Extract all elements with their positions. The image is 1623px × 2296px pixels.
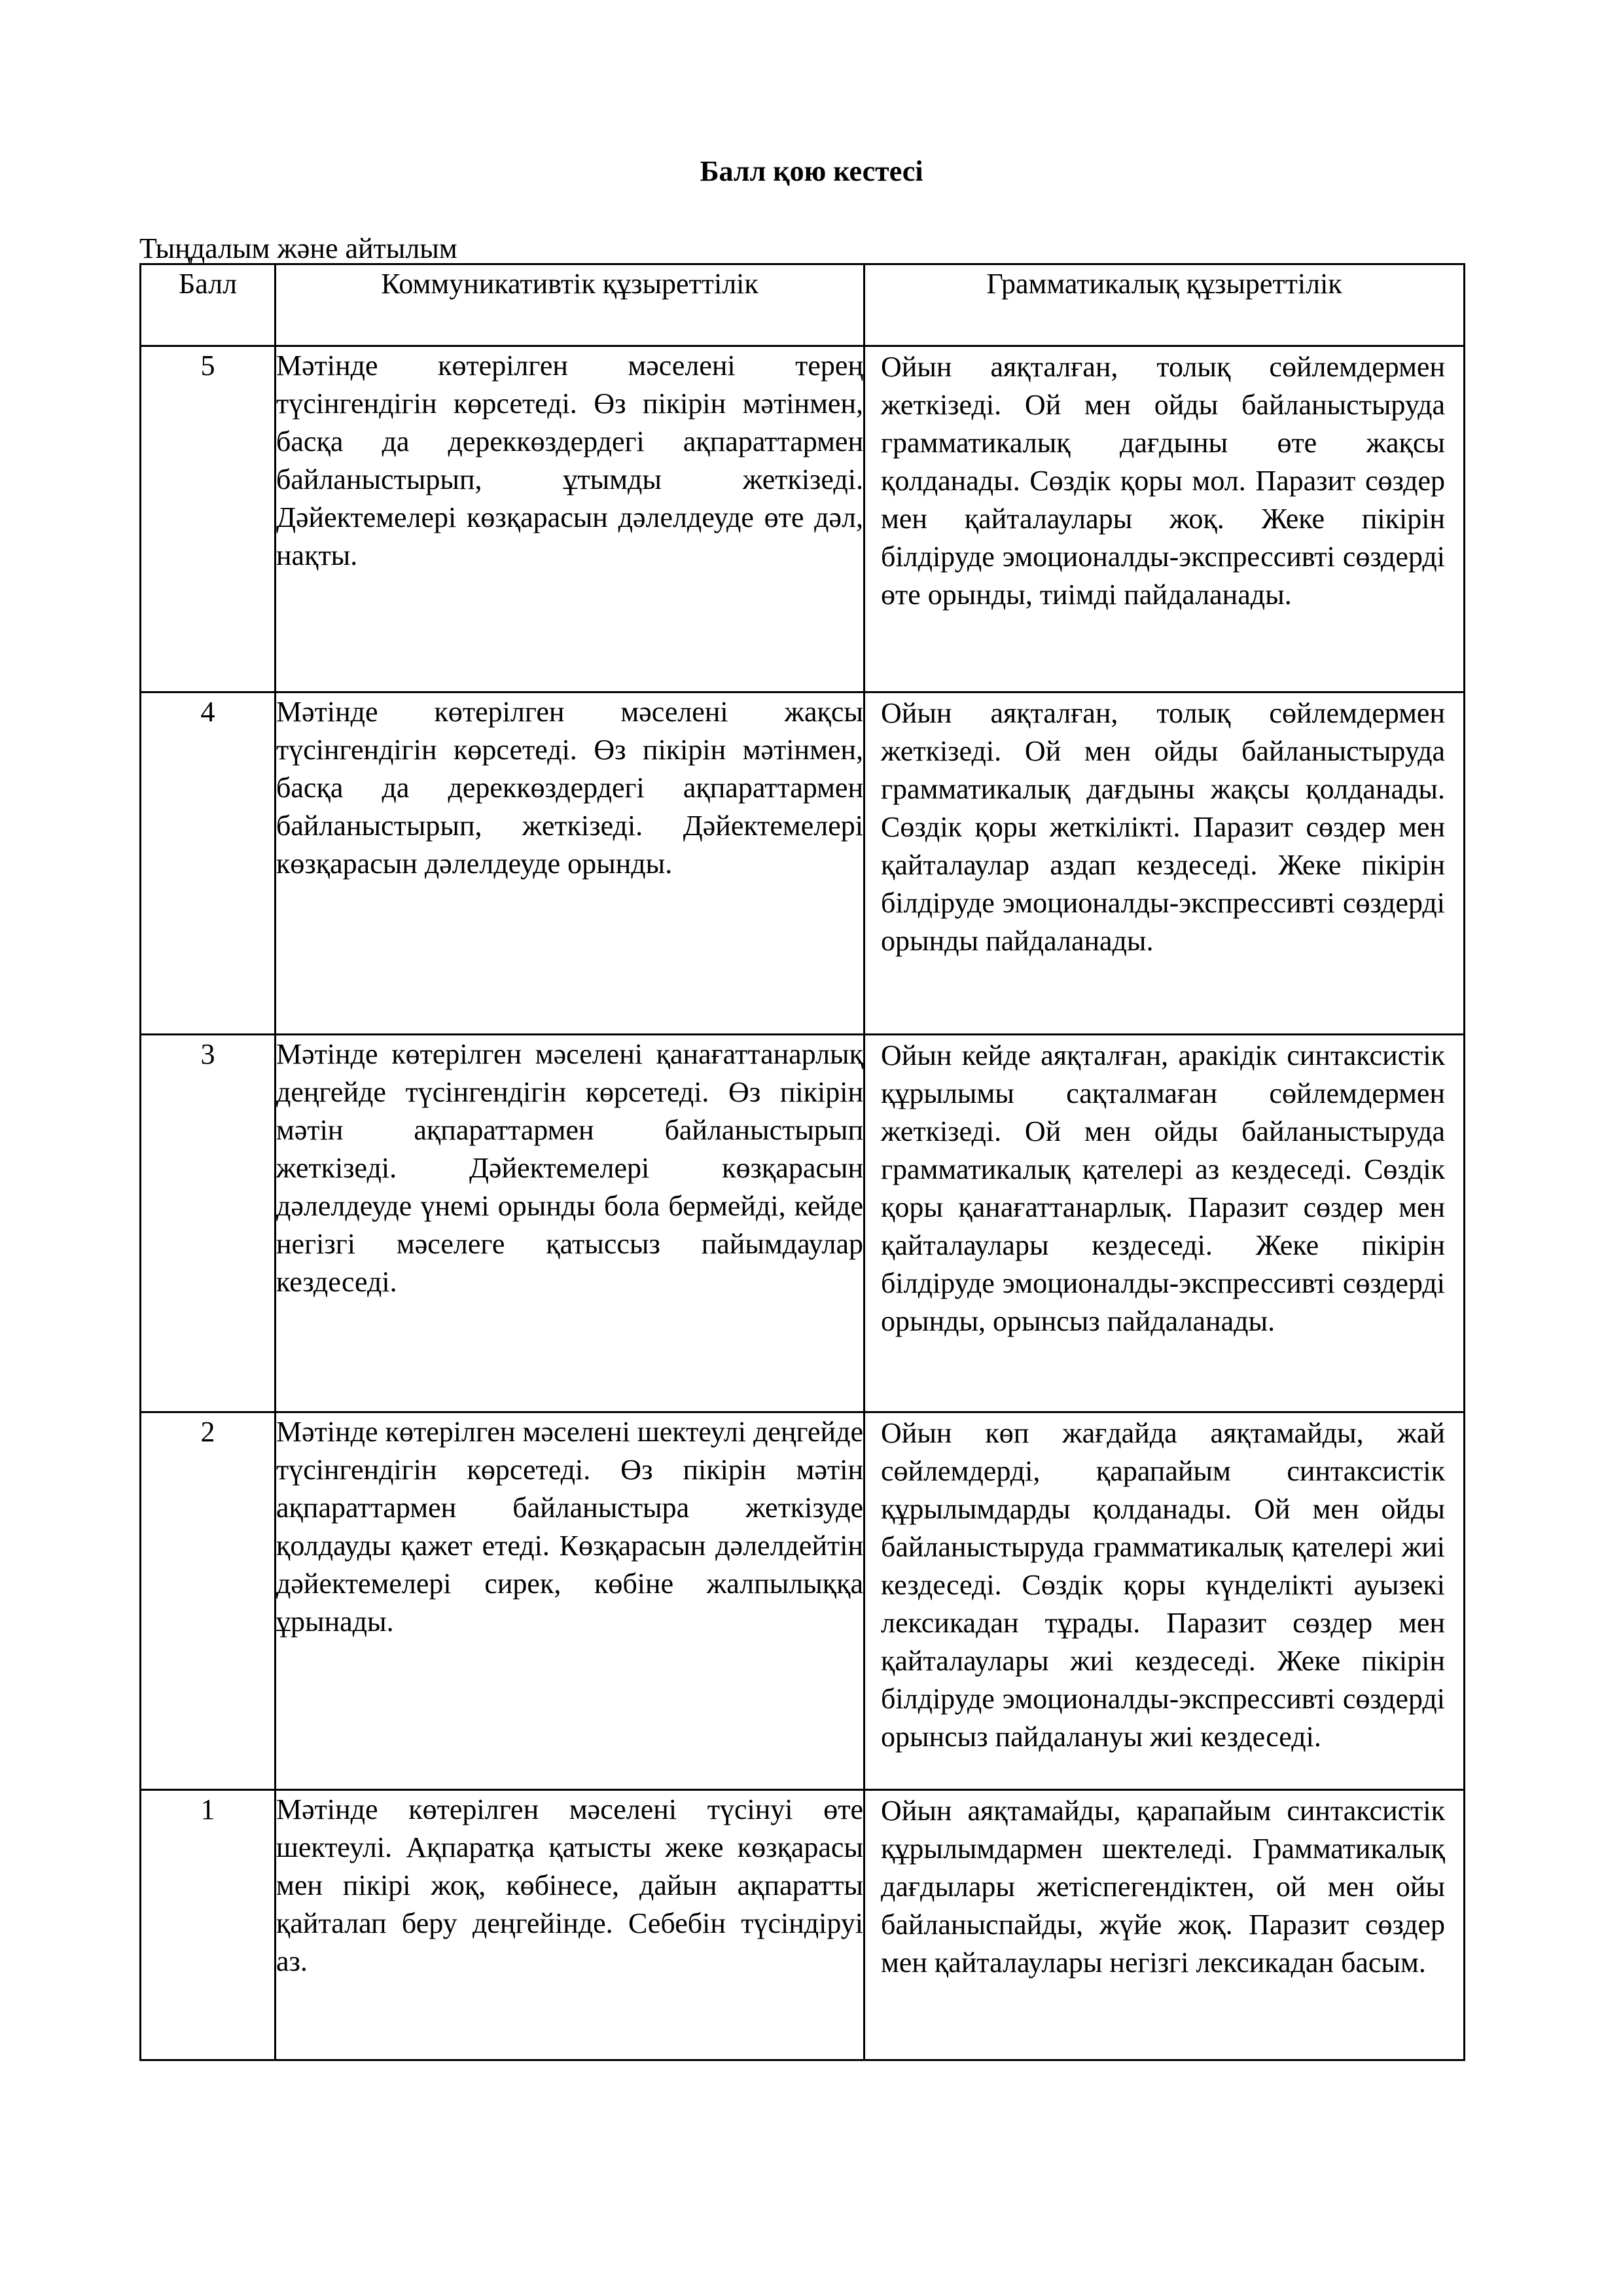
- grammatical-cell: Ойын аяқталған, толық сөйлемдермен жеткізеді. Ой мен ойды байланыстыруда грамматикалық дағдыны өте жақсы қолданады. Сөздік қоры мол. Паразит сөздер мен қайталаулары жоқ. Жеке пікірін білдіруде эмоционалды-экспрессивті сөздерді өте орынды, тиімді пайдаланады.: [865, 346, 1465, 692]
- table-row: [141, 1790, 1465, 2060]
- header-grammatical: Грамматикалық құзыреттілік: [865, 264, 1465, 346]
- grammatical-cell: Ойын аяқталған, толық сөйлемдермен жеткізеді. Ой мен ойды байланыстыруда грамматикалық дағдыны жақсы қолданады. Сөздік қоры жеткілікті. Паразит сөздер мен қайталаулар аздап кездеседі. Жеке пікірін білдіруде эмоционалды-экспрессивті сөздерді орынды пайдаланады.: [865, 692, 1465, 1035]
- header-communicative: Коммуникативтік құзыреттілік: [276, 264, 865, 346]
- section-subtitle: Тыңдалым және айтылым: [139, 232, 457, 264]
- table-header-row: [141, 264, 1465, 346]
- header-score: Балл: [141, 264, 276, 346]
- score-cell: 5: [141, 346, 276, 692]
- communicative-cell: Мәтінде көтерілген мәселені шектеулі деңгейде түсінгендігін көрсетеді. Өз пікірін мәтін ақпараттармен байланыстыра жеткізуде қолдауды қажет етеді. Көзқарасын дәлелдейтін дәйектемелері сирек, көбіне жалпылыққа ұрынады.: [276, 1412, 865, 1790]
- grammatical-cell: Ойын аяқтамайды, қарапайым синтаксистік құрылымдармен шектеледі. Грамматикалық дағдылары жетіспегендіктен, ой мен ойы байланыспайды, жүйе жоқ. Паразит сөздер мен қайталаулары негізгі лексикадан басым.: [865, 1790, 1465, 2060]
- communicative-cell: Мәтінде көтерілген мәселені жақсы түсінгендігін көрсетеді. Өз пікірін мәтінмен, басқа да дереккөздердегі ақпараттармен байланыстырып, жеткізеді. Дәйектемелері көзқарасын дәлелдеуде орынды.: [276, 692, 865, 1035]
- table-row: [141, 346, 1465, 692]
- communicative-cell: Мәтінде көтерілген мәселені қанағаттанарлық деңгейде түсінгендігін көрсетеді. Өз пікірін мәтін ақпараттармен байланыстырып жеткізеді. Дәйектемелері көзқарасын дәлелдеуде үнемі орынды бола бермейді, кейде негізгі мәселеге қатыссыз пайымдаулар кездеседі.: [276, 1035, 865, 1412]
- grammatical-cell: Ойын кейде аяқталған, аракідік синтаксистік құрылымы сақталмаған сөйлемдермен жеткізеді. Ой мен ойды байланыстыруда грамматикалық қателері аз кездеседі. Сөздік қоры қанағаттанарлық. Паразит сөздер мен қайталаулары кездеседі. Жеке пікірін білдіруде эмоционалды-экспрессивті сөздерді орынды, орынсыз пайдаланады.: [865, 1035, 1465, 1412]
- score-cell: 3: [141, 1035, 276, 1412]
- score-cell: 1: [141, 1790, 276, 2060]
- table-row: [141, 1035, 1465, 1412]
- communicative-cell: Мәтінде көтерілген мәселені түсінуі өте шектеулі. Ақпаратқа қатысты жеке көзқарасы мен пікірі жоқ, көбінесе, дайын ақпаратты қайталап беру деңгейінде. Себебін түсіндіруі аз.: [276, 1790, 865, 2060]
- grammatical-cell: Ойын көп жағдайда аяқтамайды, жай сөйлемдерді, қарапайым синтаксистік құрылымдарды қолданады. Ой мен ойды байланыстыруда грамматикалық қателері жиі кездеседі. Сөздік қоры күнделікті ауызекі лексикадан тұрады. Паразит сөздер мен қайталаулары жиі кездеседі. Жеке пікірін білдіруде эмоционалды-экспрессивті сөздерді орынсыз пайдалануы жиі кездеседі.: [865, 1412, 1465, 1790]
- table-row: [141, 692, 1465, 1035]
- table-row: [141, 1412, 1465, 1790]
- communicative-cell: Мәтінде көтерілген мәселені терең түсінгендігін көрсетеді. Өз пікірін мәтінмен, басқа да дереккөздердегі ақпараттармен байланыстырып, ұтымды жеткізеді. Дәйектемелері көзқарасын дәлелдеуде өте дәл, нақты.: [276, 346, 865, 692]
- scoring-table: [139, 263, 1465, 2061]
- document-title: Балл қою кестесі: [700, 155, 923, 187]
- score-cell: 2: [141, 1412, 276, 1790]
- score-cell: 4: [141, 692, 276, 1035]
